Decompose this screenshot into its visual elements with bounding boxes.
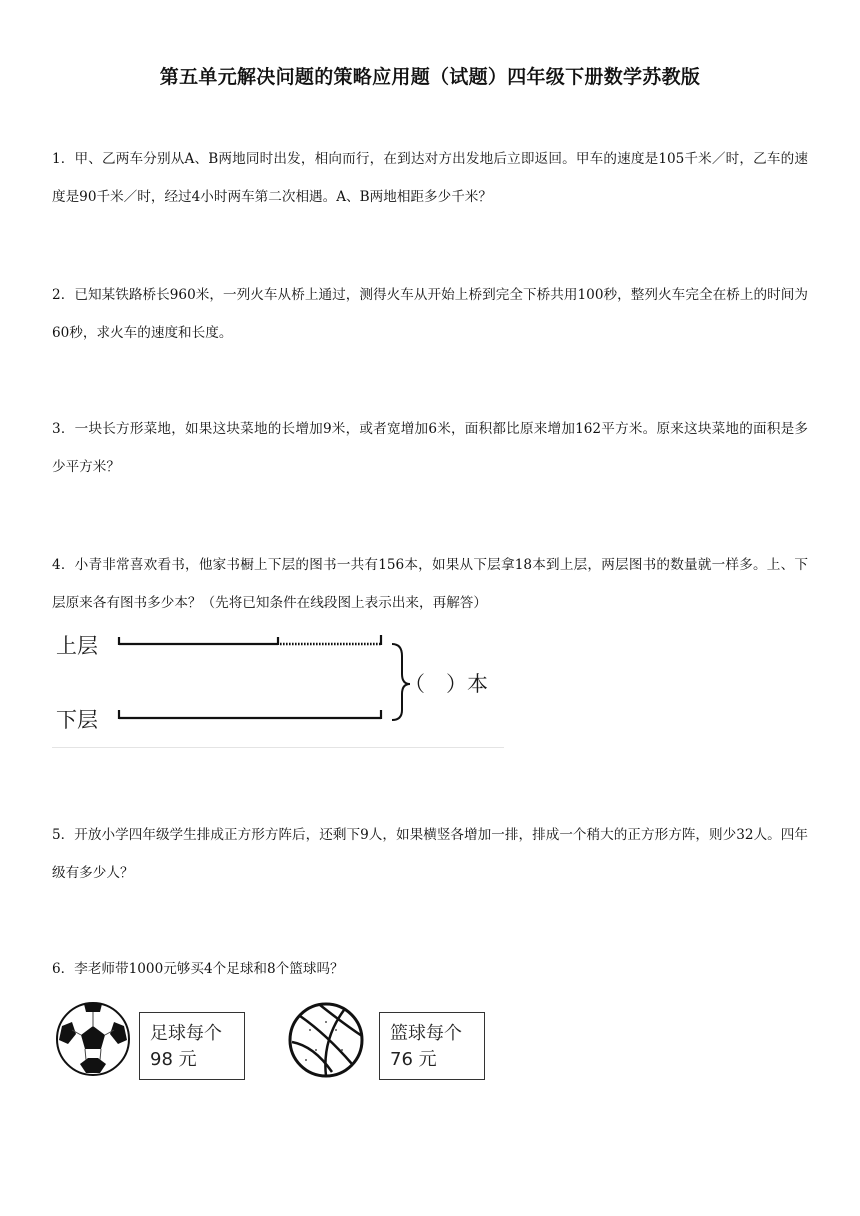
football-price-line1: 足球每个	[150, 1023, 222, 1044]
question-2: 2．已知某铁路桥长960米，一列火车从桥上通过，测得火车从开始上桥到完全下桥共用100秒，整列火车完全在桥上的时间为60秒，求火车的速度和长度。	[52, 287, 808, 341]
segment-diagram	[52, 626, 504, 748]
basketball-image	[286, 1000, 366, 1080]
question-6: 6．李老师带1000元够买4个足球和8个篮球吗？	[52, 961, 344, 977]
upper-shelf-label: 上层	[56, 634, 98, 658]
basketball-price-card	[379, 1012, 485, 1080]
basketball-price-line2: 76 元	[390, 1049, 437, 1070]
question-4: 4．小青非常喜欢看书，他家书橱上下层的图书一共有156本，如果从下层拿18本到上层，两层图书的数量就一样多。上、下层原来各有图书多少本？（先将已知条件在线段图上表示出来，再解答）	[52, 557, 808, 611]
question-5: 5．开放小学四年级学生排成正方形方阵后，还剩下9人，如果横竖各增加一排，排成一个稍大的正方形方阵，则少32人。四年级有多少人？	[52, 827, 808, 881]
lower-shelf-label: 下层	[56, 708, 98, 732]
football-price-card	[139, 1012, 245, 1080]
question-1: 1．甲、乙两车分别从A、B两地同时出发，相向而行，在到达对方出发地后立即返回。甲车的速度是105千米／时，乙车的速度是90千米／时，经过4小时两车第二次相遇。A、B两地相距多少千米？	[52, 151, 808, 205]
page-title: 第五单元解决问题的策略应用题（试题）四年级下册数学苏教版	[159, 66, 701, 88]
question-3: 3．一块长方形菜地，如果这块菜地的长增加9米，或者宽增加6米，面积都比原来增加162平方米。原来这块菜地的面积是多少平方米？	[52, 421, 808, 475]
basketball-price-line1: 篮球每个	[390, 1023, 462, 1044]
football-image	[54, 1000, 132, 1078]
figure-divider	[52, 747, 504, 748]
ball-price-figure	[52, 998, 492, 1088]
total-count-label: （ ）本	[404, 672, 488, 696]
football-price-line2: 98 元	[150, 1049, 197, 1070]
